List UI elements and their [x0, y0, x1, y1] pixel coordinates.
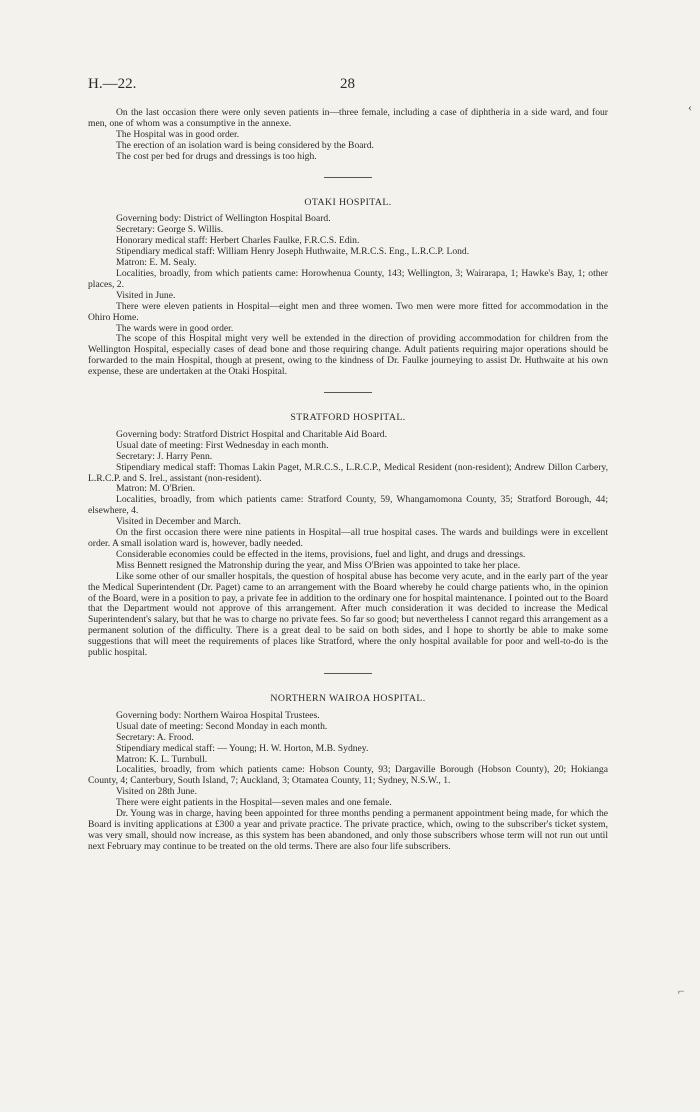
- localities: Localities, broadly, from which patients came: Stratford County, 59, Whangamomona County, 35; Stratford Borough, 44; elsewhere, 4.: [88, 494, 608, 517]
- secretary: Secretary: A. Frood.: [116, 731, 194, 743]
- paragraph: Considerable economies could be effected in the items, provisions, fuel and light, and drugs and dressings.: [116, 548, 526, 560]
- secretary: Secretary: George S. Willis.: [116, 224, 224, 236]
- section-divider: [324, 392, 372, 393]
- section-otaki-hospital: [88, 198, 608, 379]
- margin-mark: ⌐: [678, 984, 685, 998]
- margin-mark: ‹: [688, 100, 692, 114]
- page-header: [88, 76, 608, 94]
- paragraph: On the last occasion there were only seven patients in—three female, including a case of diphtheria in a side ward, and four men, one of whom was a consumptive in the annexe.: [88, 107, 608, 129]
- paragraph: Miss Bennett resigned the Matronship during the year, and Miss O'Brien was appointed to take her place.: [116, 559, 521, 571]
- section-heading: STRATFORD HOSPITAL.: [290, 412, 406, 424]
- secretary: Secretary: J. Harry Penn.: [116, 450, 213, 462]
- meeting-date: Usual date of meeting: First Wednesday in each month.: [116, 439, 329, 451]
- section-heading: NORTHERN WAIROA HOSPITAL.: [270, 692, 426, 704]
- paragraph: There were eleven patients in Hospital—eight men and three women. Two men were more fitted for accommodation in the Ohiro Home.: [88, 300, 608, 323]
- visited: Visited in June.: [116, 289, 176, 301]
- paragraph: The erection of an isolation ward is being considered by the Board.: [116, 139, 374, 151]
- paragraph: The cost per bed for drugs and dressings is too high.: [116, 150, 317, 162]
- report-reference: H.—22.: [88, 76, 137, 92]
- section-heading: OTAKI HOSPITAL.: [304, 196, 392, 208]
- governing-body: Governing body: Stratford District Hospital and Charitable Aid Board.: [116, 428, 387, 440]
- section-divider: [324, 673, 372, 674]
- page-number: 28: [340, 76, 355, 92]
- localities: Localities, broadly, from which patients came: Hobson County, 93; Dargaville Borough (Hobson County), 20; Hokianga County, 4; Canterbury, South Island, 7; Auckland, 3; Otamatea County, 11; Sydney, N.S.W., 1.: [88, 764, 608, 787]
- paragraph: The Hospital was in good order.: [116, 128, 240, 140]
- section-divider: [324, 177, 372, 178]
- visited: Visited in December and March.: [116, 516, 241, 528]
- stipendiary-staff: Stipendiary medical staff: William Henry Joseph Huthwaite, M.R.C.S. Eng., L.R.C.P. Lond.: [116, 246, 470, 258]
- visited: Visited on 28th June.: [116, 786, 197, 798]
- page-content: [88, 108, 608, 853]
- section-stratford-hospital: [88, 413, 608, 659]
- matron: Matron: E. M. Sealy.: [116, 257, 197, 269]
- governing-body: Governing body: District of Wellington Hospital Board.: [116, 213, 331, 225]
- stipendiary-staff: Stipendiary medical staff: — Young; H. W. Horton, M.B. Sydney.: [116, 742, 369, 754]
- paragraph: The wards were in good order.: [116, 322, 234, 334]
- honorary-staff: Honorary medical staff: Herbert Charles Faulke, F.R.C.S. Edin.: [116, 235, 360, 247]
- paragraph: There were eight patients in the Hospital—seven males and one female.: [116, 797, 392, 809]
- matron: Matron: K. L. Turnbull.: [116, 753, 208, 765]
- paragraph: Dr. Young was in charge, having been appointed for three months pending a permanent appointment being made, for which the Board is inviting applications at £300 a year and private practice. The private practice, which, owing to the subscriber's ticket system, was very small, should now increase, as this system has been abandoned, and only those subscribers whose term will not run out until next February may continue to be treated on the old terms. There are also four life subscribers.: [88, 808, 608, 852]
- stipendiary-staff: Stipendiary medical staff: Thomas Lakin Paget, M.R.C.S., L.R.C.P., Medical Resident (non-resident); Andrew Dillon Carbery, L.R.C.P. and S. Irel., assistant (non-resident).: [88, 461, 608, 484]
- intro-section: [88, 108, 608, 163]
- meeting-date: Usual date of meeting: Second Monday in each month.: [116, 720, 328, 732]
- paragraph: The scope of this Hospital might very well be extended in the direction of providing accommodation for children from the Wellington Hospital, especially cases of dead bone and those requiring change. Adult patients requiring major operations should be forwarded to the main Hospital, though at present, owing to the kindness of Dr. Faulke journeying to assist Dr. Huthwaite at his own expense, these are undertaken at the Otaki Hospital.: [88, 333, 608, 378]
- localities: Localities, broadly, from which patients came: Horowhenua County, 143; Wellington, 3; Wairarapa, 1; Hawke's Bay, 1; other places, 2.: [88, 267, 608, 290]
- section-northern-wairoa-hospital: [88, 694, 608, 853]
- governing-body: Governing body: Northern Wairoa Hospital Trustees.: [116, 709, 320, 721]
- paragraph: On the first occasion there were nine patients in Hospital—all true hospital cases. The wards and buildings were in excellent order. A small isolation ward is, however, badly needed.: [88, 527, 608, 549]
- paragraph: Like some other of our smaller hospitals, the question of hospital abuse has become very acute, and in the early part of the year the Medical Superintendent (Dr. Paget) came to an arrangement with the Board whereby he could charge patients who, in the opinion of the Board, were in a position to pay, a private fee in addition to the ordinary one for hospital maintenance. I pointed out to the Board that the Department would not approve of this arrangement. After much consideration it was decided to increase the Medical Superintendent's salary, but that he was to charge no private fees. So far so good; but nevertheless I cannot regard this arrangement as a permanent solution of the difficulty. There is a great deal to be said on both sides, and I hope to shortly be able to make some suggestions that will meet the requirements of places like Stratford, where the only hospital available for poor and well-to-do is the public hospital.: [88, 570, 608, 659]
- matron: Matron: M. O'Brien.: [116, 483, 196, 495]
